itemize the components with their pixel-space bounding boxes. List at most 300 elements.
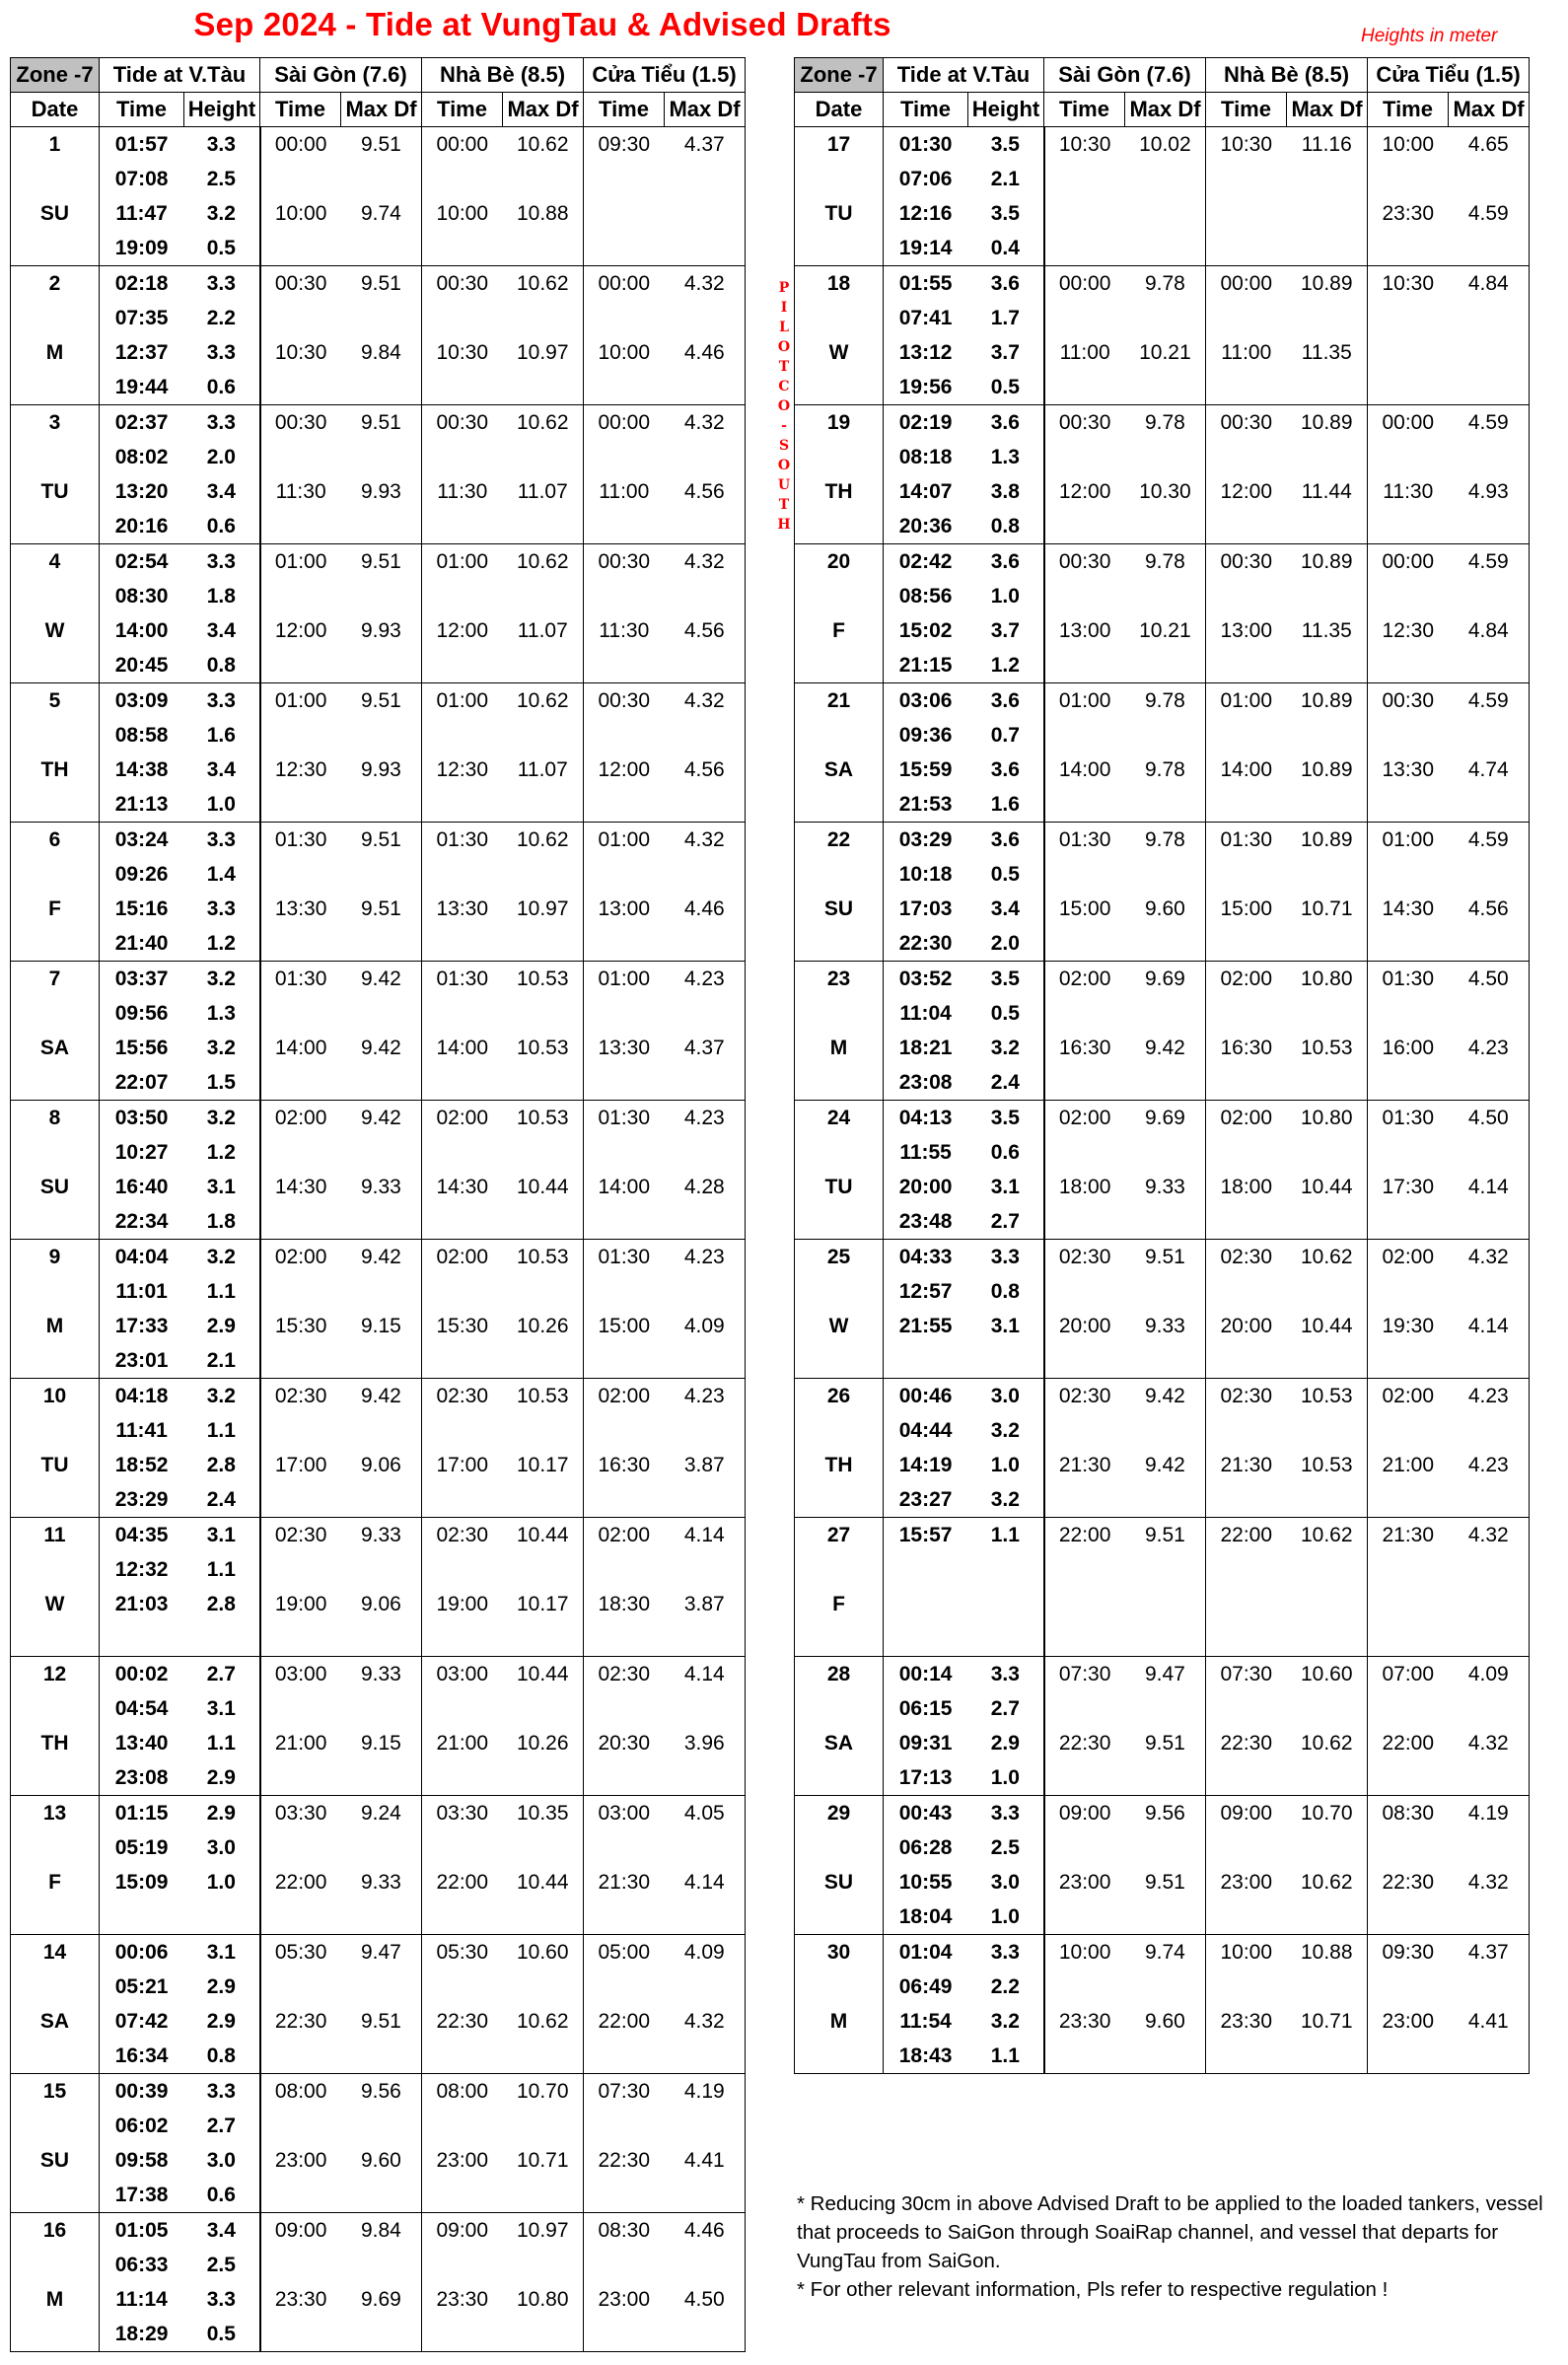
day-number: 6 (48, 828, 61, 851)
max-draft-saigon: 9.93 (360, 619, 401, 642)
day-row (795, 544, 1530, 683)
draft-time-nhabe: 03:30 (436, 1802, 489, 1825)
day-row (795, 1657, 1530, 1796)
day-row (11, 1101, 746, 1240)
tide-height: 3.3 (206, 828, 236, 851)
draft-time-cuatieu: 01:00 (598, 968, 651, 990)
draft-cell-cuatieu (584, 1379, 746, 1518)
tide-height: 3.3 (990, 1246, 1020, 1268)
draft-cell-cuatieu (1368, 683, 1530, 823)
weekday: SA (39, 2010, 70, 2033)
tide-height: 1.0 (990, 1905, 1020, 1928)
tide-time: 04:13 (898, 1107, 953, 1129)
tide-cell (884, 1518, 1044, 1657)
pilotco-letter: O (777, 339, 791, 355)
draft-time-cuatieu: 02:00 (1382, 1385, 1435, 1407)
draft-time-cuatieu: 19:30 (1382, 1315, 1435, 1337)
max-draft-cuatieu: 4.14 (683, 1524, 725, 1546)
tide-cell (100, 1518, 260, 1657)
draft-time-cuatieu: 13:00 (598, 897, 651, 920)
tide-height: 3.6 (990, 758, 1020, 781)
max-draft-cuatieu: 4.46 (683, 897, 725, 920)
tide-height: 3.1 (990, 1176, 1020, 1198)
date-cell (795, 405, 884, 544)
max-draft-saigon: 9.84 (360, 2219, 401, 2242)
max-draft-cuatieu: 4.56 (683, 480, 725, 503)
date-cell (11, 544, 100, 683)
max-draft-cuatieu: 4.32 (683, 550, 725, 573)
draft-cell-saigon (1044, 1935, 1206, 2074)
weekday: SA (823, 758, 854, 781)
draft-time-nhabe: 12:00 (1220, 480, 1273, 503)
tide-time: 05:21 (114, 1975, 169, 1998)
max-draft-saigon: 9.51 (1144, 1246, 1185, 1268)
draft-cell-cuatieu (584, 1935, 746, 2074)
draft-time-saigon: 00:30 (1058, 411, 1111, 434)
day-number: 5 (48, 689, 61, 712)
weekday: TU (40, 1454, 69, 1476)
max-draft-saigon: 9.60 (1144, 2010, 1185, 2033)
tide-time: 11:54 (899, 2010, 952, 2033)
max-draft-cuatieu: 4.46 (683, 341, 725, 364)
tide-time: 10:18 (898, 863, 953, 886)
max-draft-saigon: 9.15 (360, 1315, 401, 1337)
max-draft-saigon: 9.51 (1144, 1524, 1185, 1546)
tide-height: 3.2 (990, 2010, 1020, 2033)
weekday: TU (824, 1176, 853, 1198)
tide-height: 3.7 (990, 619, 1020, 642)
draft-time-cuatieu: 23:00 (598, 2288, 651, 2311)
max-draft-saigon: 9.42 (360, 1037, 401, 1059)
draft-cell-saigon (260, 1796, 422, 1935)
draft-time-cuatieu: 07:00 (1382, 1663, 1435, 1685)
tide-cell (884, 544, 1044, 683)
weekday: SU (39, 2149, 70, 2172)
max-draft-cuatieu: 4.50 (683, 2288, 725, 2311)
draft-cell-cuatieu (1368, 1657, 1530, 1796)
max-draft-saigon: 9.69 (360, 2288, 401, 2311)
date-cell (11, 1935, 100, 2074)
tide-time: 22:34 (114, 1210, 169, 1233)
draft-time-nhabe: 23:00 (1220, 1871, 1273, 1894)
max-draft-cuatieu: 4.46 (683, 2219, 725, 2242)
max-draft-saigon: 9.42 (1144, 1037, 1185, 1059)
max-draft-nhabe: 10.71 (516, 2149, 569, 2172)
tide-height: 2.5 (206, 168, 236, 190)
max-draft-nhabe: 10.44 (516, 1663, 569, 1685)
draft-cell-cuatieu (1368, 1935, 1530, 2074)
weekday: TH (40, 758, 69, 781)
tide-height (967, 1343, 1042, 1378)
tide-height: 3.6 (990, 272, 1020, 295)
tide-height: 2.8 (206, 1593, 236, 1615)
pilotco-letter: I (780, 300, 788, 316)
max-draft-cuatieu: 4.23 (683, 968, 725, 990)
draft-cell-cuatieu (1368, 127, 1530, 266)
draft-time-nhabe: 02:00 (436, 1246, 489, 1268)
day-number: 16 (42, 2219, 67, 2242)
tide-height: 3.0 (990, 1385, 1020, 1407)
tide-height: 0.6 (206, 2184, 236, 2206)
draft-time-nhabe: 13:30 (436, 897, 489, 920)
max-draft-saigon: 9.42 (360, 1246, 401, 1268)
draft-time-saigon (1045, 196, 1125, 231)
draft-time-saigon: 10:30 (1058, 133, 1111, 156)
tide-time (884, 1552, 967, 1587)
draft-cell-saigon (260, 1240, 422, 1379)
day-number: 28 (826, 1663, 851, 1685)
draft-cell-nhabe (1206, 1657, 1368, 1796)
draft-time-saigon: 14:30 (274, 1176, 327, 1198)
tide-height: 2.4 (206, 1488, 236, 1511)
draft-time-nhabe: 02:00 (436, 1107, 489, 1129)
draft-time-nhabe: 01:00 (436, 550, 489, 573)
draft-time-saigon: 01:00 (1058, 689, 1111, 712)
draft-time-nhabe: 15:30 (436, 1315, 489, 1337)
max-draft-saigon: 9.24 (360, 1802, 401, 1825)
max-draft-cuatieu: 4.14 (1467, 1315, 1509, 1337)
tide-time: 07:06 (898, 168, 953, 190)
max-draft-cuatieu: 4.59 (1467, 689, 1509, 712)
tide-time: 08:18 (898, 446, 953, 468)
tide-time: 11:14 (115, 2288, 168, 2311)
draft-time-cuatieu: 01:00 (1382, 828, 1435, 851)
weekday: M (45, 1315, 64, 1337)
max-draft-saigon: 9.47 (360, 1941, 401, 1964)
max-draft-saigon: 9.51 (360, 272, 401, 295)
day-row (11, 2213, 746, 2352)
draft-time-nhabe: 16:30 (1220, 1037, 1273, 1059)
tide-cell (100, 1935, 260, 2074)
tide-time: 03:06 (898, 689, 953, 712)
draft-time-cuatieu: 01:30 (1382, 1107, 1435, 1129)
draft-time-saigon: 12:00 (1058, 480, 1111, 503)
max-draft-header: Max Df (1449, 93, 1530, 127)
tide-height: 1.5 (206, 1071, 236, 1094)
draft-time-nhabe: 09:00 (1220, 1802, 1273, 1825)
tide-height: 2.9 (206, 1802, 236, 1825)
day-number: 18 (826, 272, 851, 295)
weekday: SU (823, 897, 854, 920)
draft-cell-saigon (1044, 1796, 1206, 1935)
tide-time: 06:15 (898, 1697, 953, 1720)
tide-height: 3.0 (990, 1871, 1020, 1894)
tide-time: 23:48 (898, 1210, 953, 1233)
draft-cell-saigon (1044, 962, 1206, 1101)
date-cell (795, 962, 884, 1101)
draft-time-saigon: 17:00 (274, 1454, 327, 1476)
tide-time: 07:42 (114, 2010, 169, 2033)
max-draft-cuatieu: 4.56 (683, 619, 725, 642)
tide-time: 02:18 (114, 272, 169, 295)
tide-height: 3.2 (206, 968, 236, 990)
date-cell (11, 1101, 100, 1240)
max-draft-nhabe: 10.88 (1300, 1941, 1353, 1964)
tide-height: 2.7 (206, 2114, 236, 2137)
date-cell (11, 823, 100, 962)
draft-time-saigon: 12:30 (274, 758, 327, 781)
tide-height: 1.0 (990, 1766, 1020, 1789)
tide-height (967, 1621, 1042, 1656)
tide-time: 03:24 (114, 828, 169, 851)
draft-cell-cuatieu (584, 962, 746, 1101)
tide-time: 04:35 (114, 1524, 169, 1546)
tide-time: 06:49 (898, 1975, 953, 1998)
day-number: 2 (48, 272, 61, 295)
tide-height: 2.9 (206, 1975, 236, 1998)
max-draft-nhabe: 10.44 (1300, 1176, 1353, 1198)
draft-cell-nhabe (1206, 405, 1368, 544)
tide-time: 11:55 (899, 1141, 952, 1164)
draft-time-cuatieu: 12:30 (1382, 619, 1435, 642)
max-draft-saigon: 9.06 (360, 1454, 401, 1476)
day-row (795, 962, 1530, 1101)
draft-time-nhabe: 11:00 (1221, 341, 1272, 364)
tide-height: 1.2 (206, 1141, 236, 1164)
max-draft-saigon: 9.42 (360, 1385, 401, 1407)
height-header: Height (184, 93, 260, 127)
draft-time-cuatieu: 02:00 (1382, 1246, 1435, 1268)
draft-time-nhabe: 08:00 (436, 2080, 489, 2103)
tide-height: 0.4 (990, 237, 1020, 259)
max-draft-nhabe: 10.62 (1300, 1871, 1353, 1894)
draft-time-cuatieu: 11:30 (599, 619, 650, 642)
draft-time-cuatieu: 21:30 (1382, 1524, 1435, 1546)
tide-height: 0.6 (206, 515, 236, 538)
tide-height: 1.2 (206, 932, 236, 955)
tide-height: 3.5 (990, 1107, 1020, 1129)
draft-time-cuatieu: 22:00 (1382, 1732, 1435, 1755)
tide-height: 3.1 (206, 1941, 236, 1964)
draft-time-nhabe: 23:30 (436, 2288, 489, 2311)
draft-time-saigon: 08:00 (274, 2080, 327, 2103)
date-cell (11, 405, 100, 544)
tide-time: 02:42 (898, 550, 953, 573)
draft-time-nhabe: 22:30 (436, 2010, 489, 2033)
max-draft-cuatieu: 4.59 (1467, 411, 1509, 434)
max-draft-cuatieu: 4.23 (683, 1385, 725, 1407)
max-draft-saigon: 9.51 (1144, 1732, 1185, 1755)
max-draft-nhabe: 11.07 (517, 619, 568, 642)
tide-height: 3.1 (206, 1176, 236, 1198)
tide-height: 3.4 (206, 619, 236, 642)
tide-time: 21:53 (898, 793, 953, 816)
max-draft-saigon: 9.78 (1144, 550, 1185, 573)
tide-time: 07:35 (114, 307, 169, 329)
draft-time-saigon: 13:00 (1058, 619, 1111, 642)
max-draft-saigon: 9.51 (360, 411, 401, 434)
max-draft-saigon: 9.93 (360, 758, 401, 781)
draft-cell-cuatieu (1368, 823, 1530, 962)
max-draft-cuatieu: 4.93 (1467, 480, 1509, 503)
day-number: 30 (826, 1941, 851, 1964)
max-draft-saigon: 10.02 (1139, 133, 1191, 156)
draft-cell-cuatieu (1368, 962, 1530, 1101)
tide-height: 1.0 (206, 1871, 236, 1894)
tide-cell (884, 823, 1044, 962)
draft-time-saigon: 01:30 (274, 828, 327, 851)
day-number: 20 (826, 550, 851, 573)
tide-height: 3.4 (206, 2219, 236, 2242)
draft-cell-nhabe (1206, 1101, 1368, 1240)
max-draft-saigon: 9.33 (360, 1663, 401, 1685)
tide-time: 09:56 (114, 1002, 169, 1025)
max-draft-nhabe: 10.62 (516, 828, 569, 851)
draft-time-cuatieu (1368, 1587, 1449, 1621)
max-draft-nhabe: 10.62 (1300, 1246, 1353, 1268)
draft-time-nhabe: 11:30 (437, 480, 488, 503)
max-draft-cuatieu: 4.37 (683, 133, 725, 156)
tide-height: 0.8 (206, 2044, 236, 2067)
tide-cell (884, 405, 1044, 544)
tide-height: 3.0 (206, 2149, 236, 2172)
draft-time-cuatieu: 11:30 (1383, 480, 1434, 503)
draft-cell-saigon (260, 1518, 422, 1657)
max-draft-saigon: 9.84 (360, 341, 401, 364)
tide-time: 15:02 (898, 619, 953, 642)
tide-time: 11:47 (115, 202, 168, 225)
date-cell (11, 2074, 100, 2213)
tide-height (967, 1587, 1042, 1621)
draft-time-nhabe: 01:30 (436, 968, 489, 990)
draft-time-cuatieu: 15:00 (598, 1315, 651, 1337)
draft-time-saigon: 02:30 (1058, 1246, 1111, 1268)
draft-time-cuatieu: 01:30 (598, 1246, 651, 1268)
max-draft-cuatieu: 4.23 (683, 1246, 725, 1268)
tide-time: 15:57 (898, 1524, 953, 1546)
tide-height: 0.5 (990, 376, 1020, 398)
tide-height: 3.3 (206, 550, 236, 573)
pilotco-letter: U (777, 477, 791, 493)
tide-time: 15:16 (114, 897, 169, 920)
max-draft-cuatieu: 4.32 (683, 828, 725, 851)
time-header: Time (884, 93, 968, 127)
draft-time-saigon: 02:00 (1058, 1107, 1111, 1129)
tide-time: 01:04 (898, 1941, 953, 1964)
max-draft-nhabe: 10.26 (516, 1732, 569, 1755)
draft-time-nhabe: 02:30 (1220, 1385, 1273, 1407)
draft-cell-cuatieu (584, 1101, 746, 1240)
max-draft-nhabe: 10.62 (516, 689, 569, 712)
draft-cell-saigon (260, 962, 422, 1101)
tide-time: 21:55 (898, 1315, 953, 1337)
day-number: 7 (48, 968, 61, 990)
draft-cell-nhabe (422, 1518, 584, 1657)
draft-time-saigon: 22:30 (274, 2010, 327, 2033)
draft-cell-nhabe (422, 1796, 584, 1935)
zone-header: Zone -7 (11, 58, 100, 93)
tide-time: 20:36 (898, 515, 953, 538)
tide-height: 2.9 (990, 1732, 1020, 1755)
note-line: * For other relevant information, Pls refer to respective regulation ! (797, 2278, 1389, 2301)
date-cell (11, 266, 100, 405)
draft-time-cuatieu: 10:00 (1382, 133, 1435, 156)
max-draft-nhabe (1287, 196, 1368, 231)
tide-height: 0.6 (206, 376, 236, 398)
station-header-nhabe: Nhà Bè (8.5) (1206, 58, 1368, 93)
max-draft-cuatieu: 4.32 (683, 689, 725, 712)
draft-time-cuatieu: 23:30 (1382, 202, 1435, 225)
time-header: Time (100, 93, 184, 127)
date-cell (795, 127, 884, 266)
tide-height: 3.6 (990, 689, 1020, 712)
tide-cell (884, 1935, 1044, 2074)
draft-time-saigon: 07:30 (1058, 1663, 1111, 1685)
tide-time: 01:55 (898, 272, 953, 295)
tide-height: 1.1 (990, 2044, 1020, 2067)
draft-cell-nhabe (422, 823, 584, 962)
tide-time: 14:00 (114, 619, 169, 642)
max-draft-cuatieu: 4.14 (683, 1663, 725, 1685)
pilotco-letter: P (778, 280, 790, 296)
max-draft-cuatieu: 4.41 (683, 2149, 725, 2172)
tide-time: 19:14 (898, 237, 953, 259)
draft-time-saigon: 10:00 (274, 202, 327, 225)
tide-cell (100, 823, 260, 962)
tide-time: 03:29 (898, 828, 953, 851)
station-header-saigon: Sài Gòn (7.6) (260, 58, 422, 93)
tide-time: 04:54 (114, 1697, 169, 1720)
weekday: F (832, 1593, 845, 1615)
draft-time-cuatieu: 00:00 (1382, 550, 1435, 573)
tide-time: 00:06 (114, 1941, 169, 1964)
date-cell (795, 1796, 884, 1935)
max-draft-nhabe: 10.89 (1300, 411, 1353, 434)
units-note: Heights in meter (1361, 26, 1498, 46)
tide-cell (884, 1379, 1044, 1518)
tide-height: 3.3 (206, 133, 236, 156)
tide-height: 0.7 (990, 724, 1020, 747)
date-cell (795, 823, 884, 962)
day-number: 23 (826, 968, 851, 990)
tide-time: 23:08 (114, 1766, 169, 1789)
tide-height: 3.3 (206, 341, 236, 364)
tide-time: 04:33 (898, 1246, 953, 1268)
draft-time-nhabe: 05:30 (436, 1941, 489, 1964)
draft-cell-cuatieu (1368, 1379, 1530, 1518)
max-draft-nhabe: 10.26 (516, 1315, 569, 1337)
tide-height: 1.2 (990, 654, 1020, 677)
tide-height: 2.9 (206, 2010, 236, 2033)
tide-height: 1.1 (206, 1732, 236, 1755)
draft-time-saigon: 19:00 (274, 1593, 327, 1615)
tide-time: 12:57 (898, 1280, 953, 1303)
date-cell (11, 127, 100, 266)
tide-height: 3.4 (206, 480, 236, 503)
day-row (11, 1518, 746, 1657)
draft-time-cuatieu: 01:30 (598, 1107, 651, 1129)
max-draft-saigon: 9.74 (360, 202, 401, 225)
day-row (11, 2074, 746, 2213)
date-cell (795, 1657, 884, 1796)
max-draft-nhabe: 10.53 (516, 1246, 569, 1268)
max-draft-nhabe: 10.53 (516, 1385, 569, 1407)
draft-cell-cuatieu (584, 405, 746, 544)
draft-time-nhabe: 01:30 (1220, 828, 1273, 851)
tide-height: 3.8 (990, 480, 1020, 503)
max-draft-cuatieu: 4.84 (1467, 272, 1509, 295)
tide-time: 14:38 (114, 758, 169, 781)
max-draft-saigon: 9.74 (1144, 1941, 1185, 1964)
tide-time: 20:00 (898, 1176, 953, 1198)
draft-time-nhabe: 22:00 (436, 1871, 489, 1894)
tide-height: 1.6 (990, 793, 1020, 816)
draft-time-saigon: 23:00 (274, 2149, 327, 2172)
max-draft-saigon: 9.51 (360, 133, 401, 156)
draft-cell-nhabe (1206, 266, 1368, 405)
draft-cell-saigon (1044, 1101, 1206, 1240)
draft-cell-nhabe (1206, 1518, 1368, 1657)
